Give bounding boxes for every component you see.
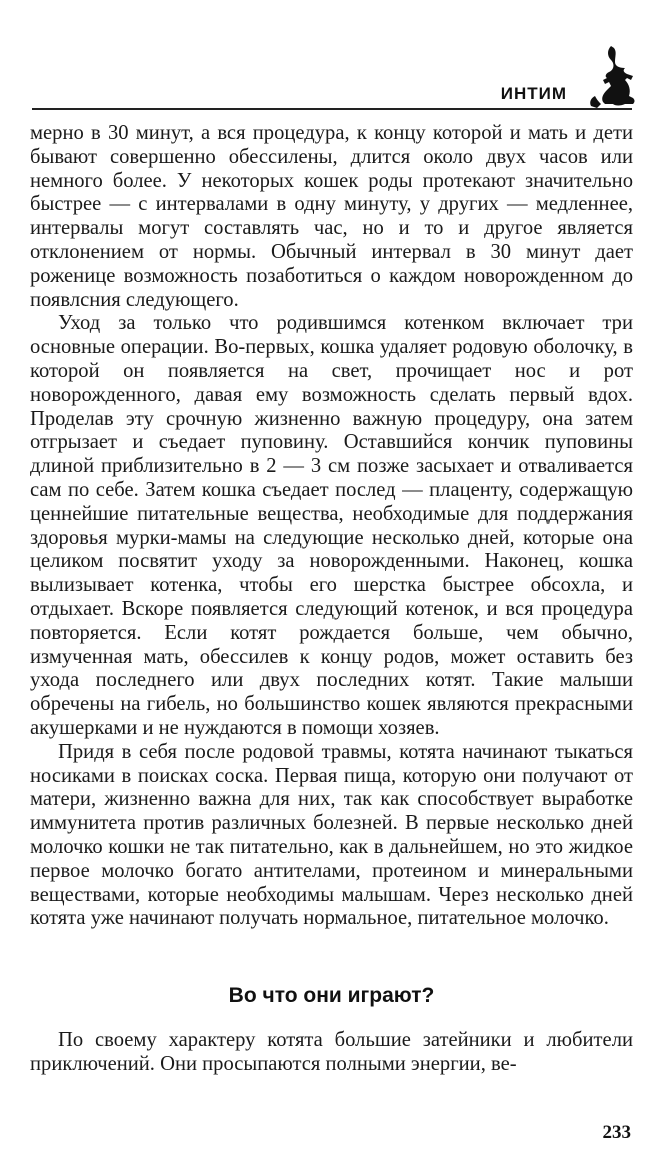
- cat-silhouette-icon: [587, 44, 637, 110]
- running-header: [0, 0, 663, 120]
- body-text: [30, 122, 633, 931]
- paragraph-continued: мерно в 30 минут, а вся процедура, к концу которой и мать и дети бывают совершенно обессилены, длится около двух часов или немного более. У некоторых кошек роды протекают значительно быстрее — с интервалами в одну минуту, у других — медленнее, интервалы могут составлять час, но и то и другое является отклонением от нормы. Обычный интервал в 30 минут дает роженице возможность позаботиться о каждом новорожденном до появлсния следующего.: [30, 122, 633, 311]
- section-heading: Во что они играют?: [228, 984, 435, 1007]
- section-label: ИНТИМ: [500, 84, 567, 103]
- page-number: 233: [602, 1122, 631, 1143]
- paragraph-first-food: Придя в себя после родовой травмы, котята начинают тыкаться носиками в поисках соска. Первая пища, которую они получают от матери, жизненно важна для них, так как способствует выработке иммунитета против различных болезней. В первые несколько дней молочко кошки не так питательно, как в дальнейшем, но это жидкое первое молочко богато антителами, протеином и минеральными веществами, которые необходимы малышам. Через несколько дней котята уже начинают получать нормальное, питательное молочко.: [30, 740, 633, 930]
- section-text: [30, 1028, 633, 1076]
- header-rule: [32, 108, 632, 110]
- paragraph-newborn-care: Уход за только что родившимся котенком включает три основные операции. Во-первых, кошка удаляет родовую оболочку, в которой он появляется на свет, прочищает нос и рот новорожденного, давая ему возможность сделать первый вдох. Проделав эту срочную жизненно важную процедуру, она затем отгрызает и съедает пуповину. Оставшийся кончик пуповины длиной приблизительно в 2 — 3 см позже засыхает и отваливается сам по себе. Затем кошка съедает послед — плаценту, содержащую ценнейшие питательные вещества, необходимые для поддержания здоровья мурки-мамы на следующие несколько дней, которые она целиком посвятит уходу за новорожденными. Наконец, кошка вылизывает котенка, чтобы его шерстка быстрее обсохла, и отдыхает. Вскоре появляется следующий котенок, и вся процедура повторяется. Если котят рождается больше, чем обычно, измученная мать, обессилев к концу родов, может оставить без ухода последнего или двух последних котят. Такие малыши обречены на гибель, но большинство кошек являются прекрасными акушерками и не нуждаются в помощи хозяев.: [30, 312, 633, 739]
- paragraph-play: По своему характеру котята большие затейники и любители приключений. Они просыпаются полными энергии, ве-: [30, 1029, 633, 1075]
